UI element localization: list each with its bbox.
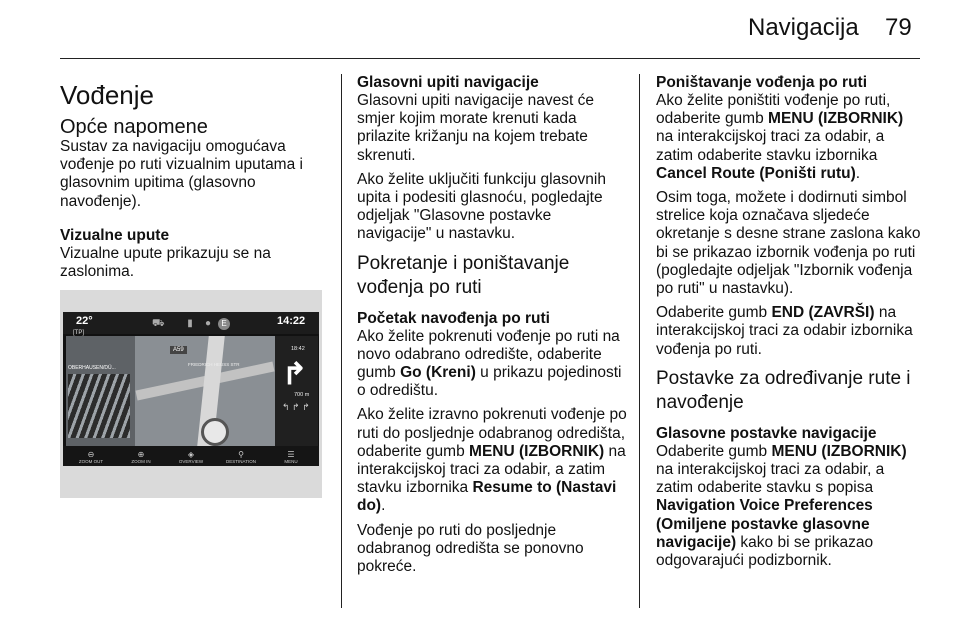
start-stop-heading: Pokretanje i poništavanje vođenja po ruti: [357, 252, 570, 298]
zoom-in-button[interactable]: ⊕ ZOOM IN: [116, 450, 166, 464]
subsection-title: Opće napomene: [60, 116, 208, 138]
start-heading: Početak navođenja po ruti: [357, 309, 550, 327]
turn-distance: 700 m: [294, 392, 310, 398]
media-icon: ●: [204, 318, 212, 329]
road-sign: A59: [170, 346, 187, 354]
clock: 14:22: [277, 315, 306, 327]
voice-paragraph-2: Ako želite uključiti funkciju glasovnih upita i podesiti glasnoću, pogledajte odjeljak "Glasovne postavke navigacije" u nastavku.: [357, 170, 606, 243]
map-view: [135, 336, 275, 446]
visual-heading: Vizualne upute: [60, 226, 170, 244]
plus-icon: ⊕: [137, 450, 145, 459]
voice-paragraph: Glasovni upiti navigacije navest će smjer kojim morate krenuti kada prilazite križanju na kojem trebate skrenuti.: [357, 92, 594, 164]
minus-icon: ⊖: [87, 450, 95, 459]
cancel-heading: Poništavanje vođenja po ruti: [656, 74, 868, 91]
column-divider-1: [341, 74, 342, 608]
section-title: Vođenje: [60, 80, 154, 110]
cancel-paragraph-1: Ako želite poništiti vođenje po ruti, odaberite gumb MENU (IZBORNIK) na interakcijskoj traci za odabir, a zatim odaberite stavku izbornika Cancel Route (Poništi rutu).: [656, 92, 904, 182]
arrival-time: 18:42: [291, 346, 305, 352]
start-paragraph-3: Vođenje po ruti do posljednje odabranog odredišta se ponovno pokreće.: [357, 521, 584, 576]
column-divider-2: [639, 74, 640, 608]
tp-indicator: [TP]: [73, 330, 85, 336]
page-header: [0, 0, 960, 60]
lane-view: [68, 374, 130, 438]
column-3: [656, 74, 924, 576]
visual-paragraph: Vizualne upute prikazuju se na zaslonima.: [60, 244, 271, 281]
turn-arrow-icon[interactable]: ↱: [282, 358, 308, 391]
voice-heading: Glasovni upiti navigacije: [357, 74, 539, 91]
page-number: 79: [885, 14, 912, 41]
cancel-paragraph-2: Osim toga, možete i dodirnuti simbol strelice koja označava sljedeće okretanje s desne strane zaslona kako bi se prikazao izbornik vođenja po ruti (pogledajte odjeljak "Izbornik vođenja po ruti" u nastavku).: [656, 189, 921, 298]
chapter-title: Navigacija: [748, 14, 859, 41]
menu-button[interactable]: ☰ MENU: [266, 450, 316, 464]
phone-icon: ▮: [187, 318, 193, 329]
turn-panel: [275, 336, 318, 446]
car-position-icon: [201, 418, 229, 446]
column-1: [60, 74, 325, 287]
destination-button[interactable]: ⚲ DESTINATION: [216, 450, 266, 464]
temperature: 22°: [76, 315, 93, 327]
menu-icon: ☰: [287, 450, 295, 459]
road-icon: ⛟: [152, 318, 165, 329]
start-paragraph-1: Ako želite pokrenuti vođenje po ruti na novo odabrano odredište, odaberite gumb Go (Kreni) u prikazu pojedinosti o odredištu.: [357, 327, 622, 400]
cancel-paragraph-3: Odaberite gumb END (ZAVRŠI) na interakcijskoj traci za odabir izbornika vođenja po ruti.: [656, 304, 913, 358]
overview-button[interactable]: ◈ OVERVIEW: [166, 450, 216, 464]
voice-settings-heading: Glasovne postavke navigacije: [656, 424, 877, 442]
header-rule: [60, 58, 920, 59]
navigation-screenshot: [60, 290, 322, 498]
settings-heading: Postavke za određivanje rute i navođenje: [656, 367, 911, 413]
intro-paragraph: Sustav za navigaciju omogućava vođenje po ruti vizualnim uputama i glasovnim upitima (glasovno navođenje).: [60, 138, 303, 210]
lane-arrows-icon: ↰ ↱ ↱: [282, 402, 310, 412]
search-icon: ⚲: [238, 450, 244, 459]
e-icon: E: [218, 318, 230, 330]
start-paragraph-2: Ako želite izravno pokrenuti vođenje po ruti do posljednje odabranog odredišta, odaberite gumb MENU (IZBORNIK) na interakcijskoj traci za odabir, a zatim stavku izbornika Resume to (Nastavi do).: [357, 406, 627, 515]
column-2: [357, 74, 627, 582]
destination-label: OBERHAUSEN/DÜ...: [68, 365, 116, 371]
settings-paragraph: Odaberite gumb MENU (IZBORNIK) na interakcijskoj traci za odabir, a zatim odaberite stavku s popisa Navigation Voice Preferences (Omiljene postavke glasovne navigacije) kako bi se prikazao odgovarajući podizbornik.: [656, 442, 907, 570]
road-name: FRIEDRICH HEUSS STR: [188, 362, 240, 367]
zoom-out-button[interactable]: ⊖ ZOOM OUT: [66, 450, 116, 464]
overview-icon: ◈: [187, 450, 195, 459]
